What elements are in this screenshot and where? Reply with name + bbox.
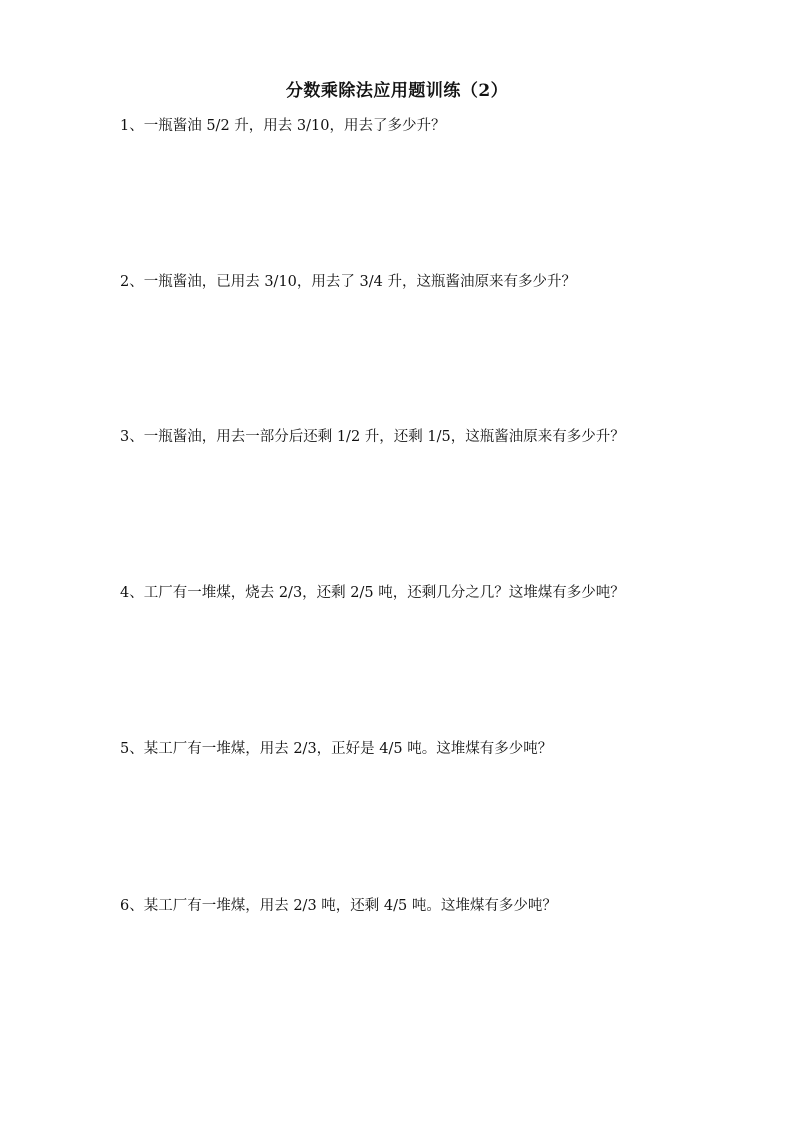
question-4: 4、工厂有一堆煤，烧去 2/3，还剩 2/5 吨，还剩几分之几？这堆煤有多少吨？	[120, 585, 625, 601]
page-title: 分数乘除法应用题训练（2）	[285, 81, 509, 101]
question-5: 5、某工厂有一堆煤，用去 2/3，正好是 4/5 吨。这堆煤有多少吨？	[120, 741, 553, 757]
question-6: 6、某工厂有一堆煤，用去 2/3 吨，还剩 4/5 吨。这堆煤有多少吨？	[120, 898, 557, 914]
question-1: 1、一瓶酱油 5/2 升，用去 3/10，用去了多少升？	[120, 118, 446, 134]
question-3: 3、一瓶酱油，用去一部分后还剩 1/2 升，还剩 1/5，这瓶酱油原来有多少升？	[120, 429, 625, 445]
question-2: 2、一瓶酱油，已用去 3/10，用去了 3/4 升，这瓶酱油原来有多少升？	[120, 274, 576, 290]
